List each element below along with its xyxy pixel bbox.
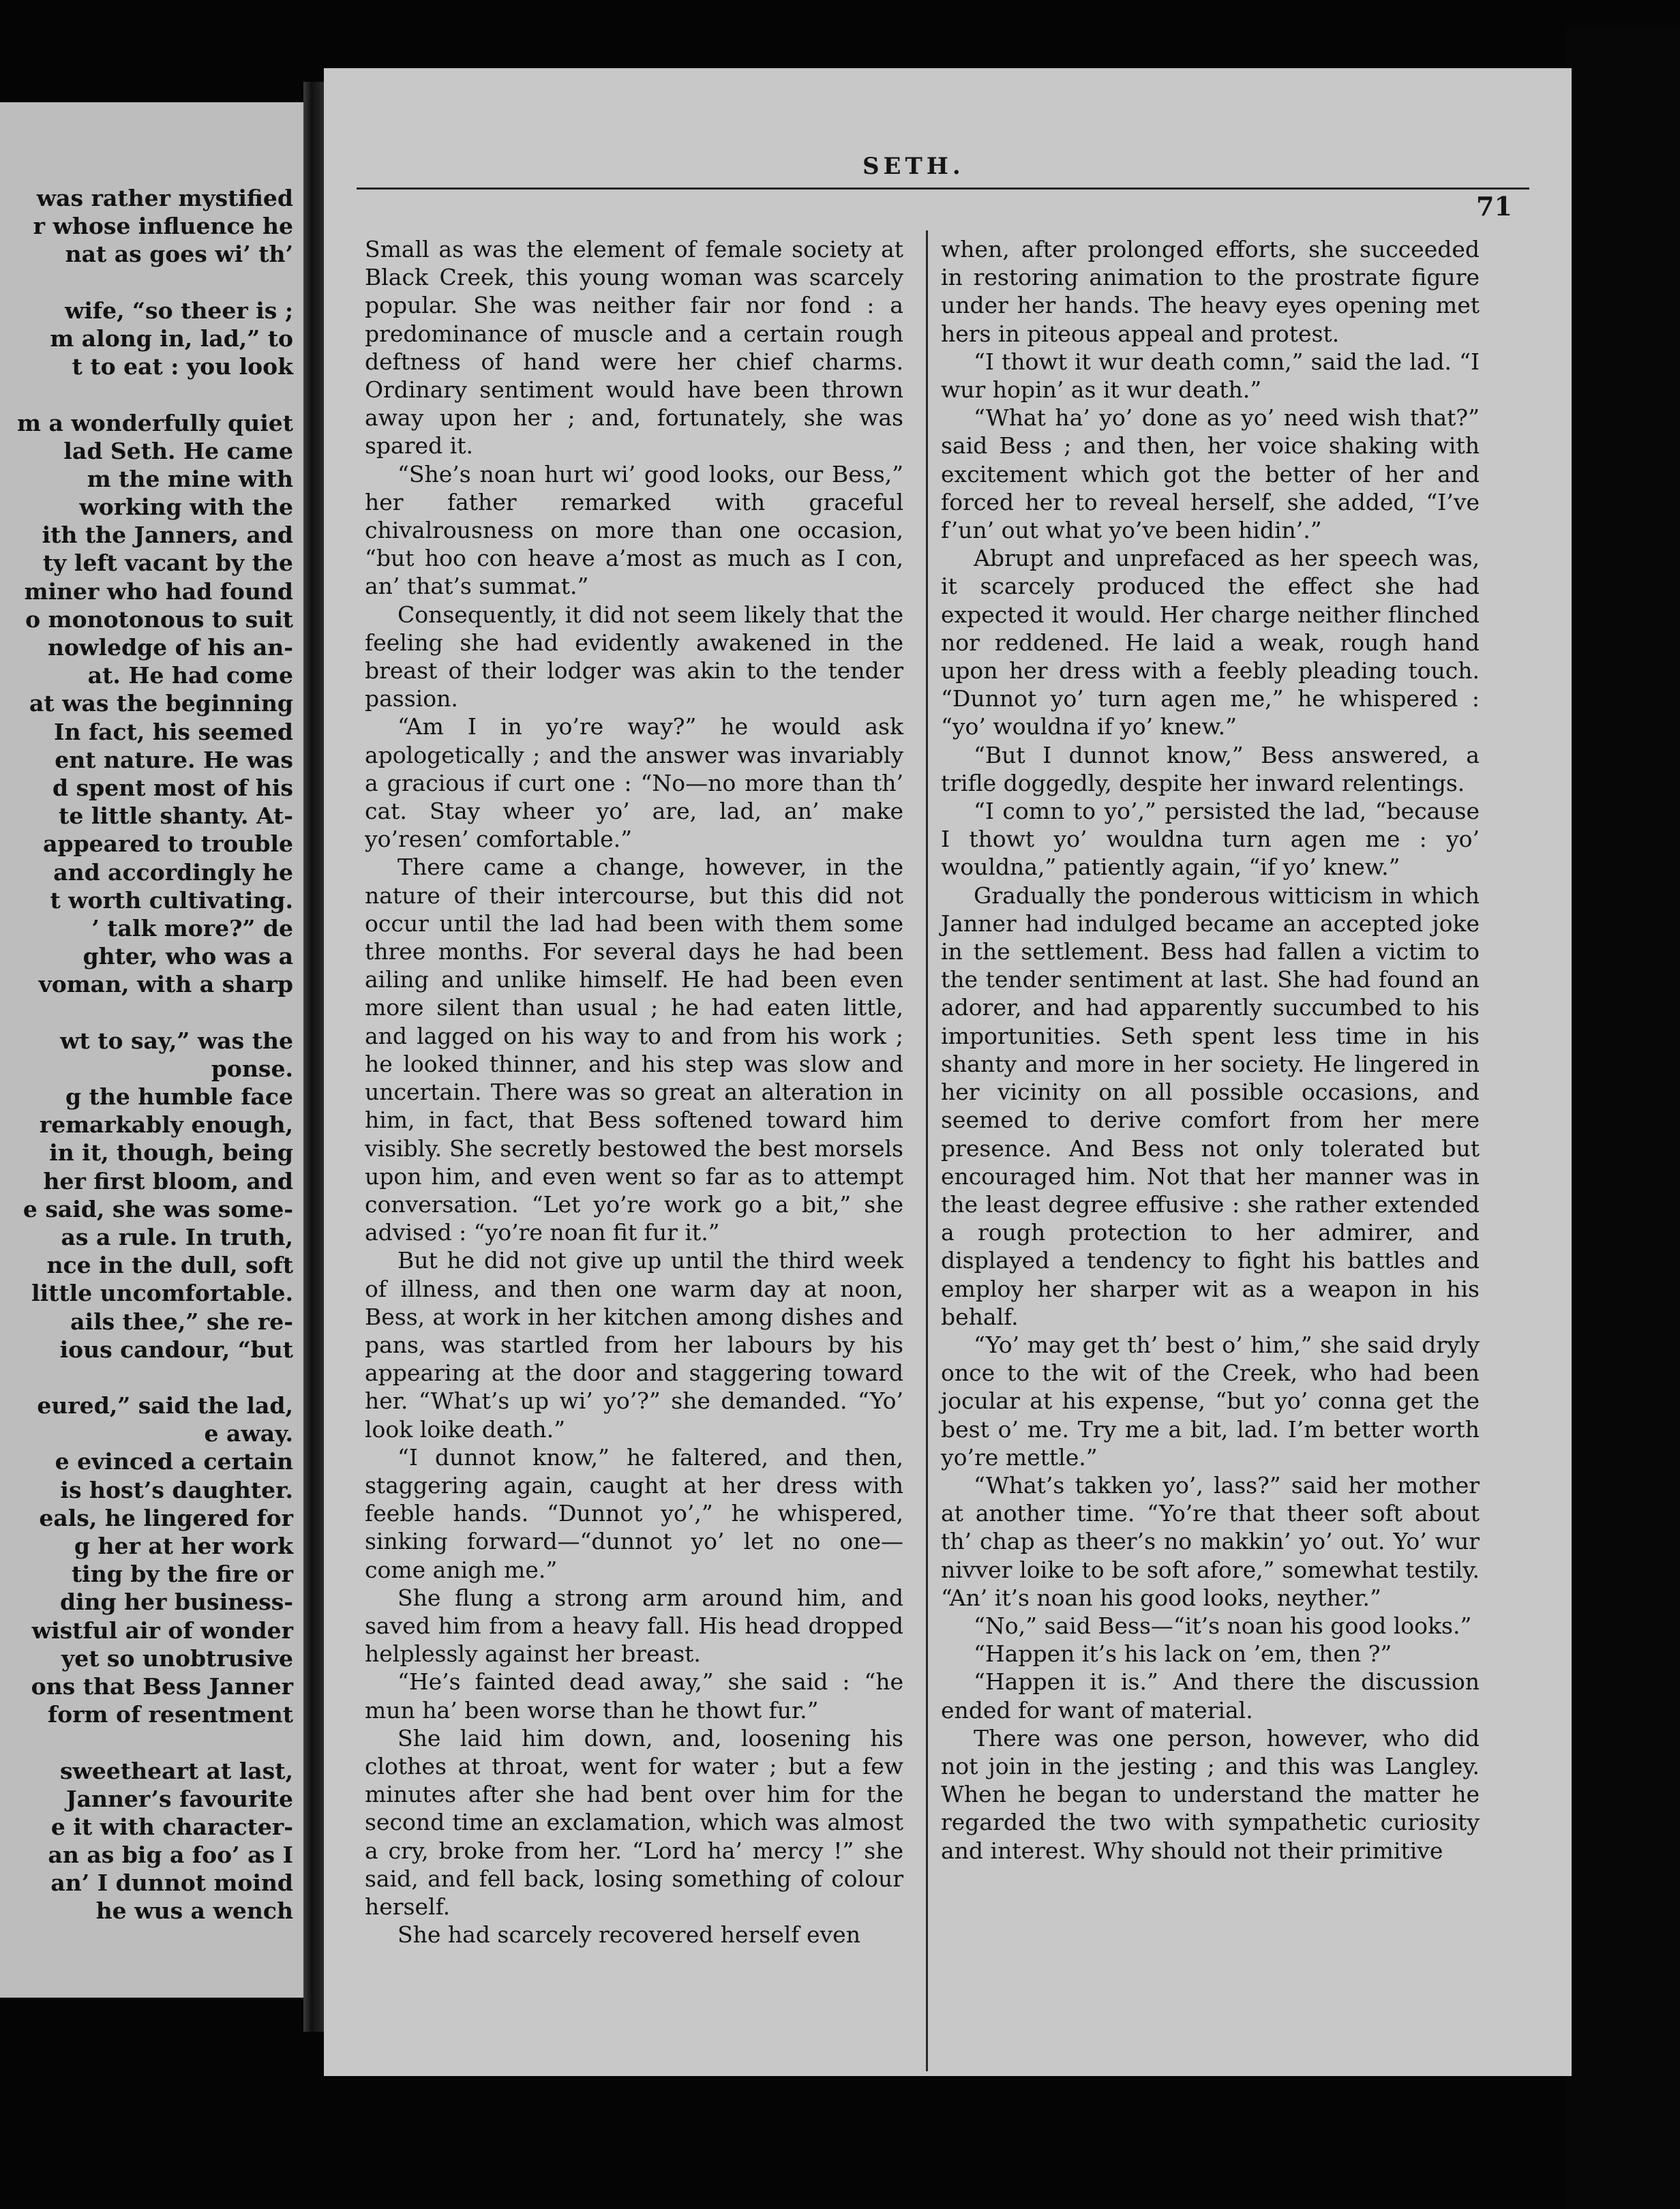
facing-page-line: lad Seth. He came [63,437,293,464]
facing-page-line: working with the [79,494,293,521]
facing-page-line: e said, she was some- [22,1195,293,1222]
facing-page-line: ails thee,” she re- [70,1308,293,1335]
book-gutter [303,82,324,2032]
paragraph: “I comn to yo’,” persisted the lad, “because I thowt yo’ wouldna turn agen me : yo’ wouldna,” patiently again, “if yo’ knew.” [941,798,1480,881]
facing-page-line: voman, with a sharp [38,971,293,998]
paragraph: “Am I in yo’re way?” he would ask apologetically ; and the answer was invariably a gracious if curt one : “No—no more than th’ cat. Stay wheer yo’ are, lad, an’ make yo’resen’ comfortable.” [365,713,903,853]
facing-page-line: wistful air of wonder [31,1617,293,1644]
facing-page-line [0,380,293,408]
paragraph: “What’s takken yo’, lass?” said her mother at another time. “Yo’re that theer soft about th’ chap as theer’s no makkin’ yo’ out. Yo’ wur nivver loike to be soft afore,” somewhat testily. “An’ it’s noan his good looks, neyther.” [941,1471,1480,1611]
facing-page-line: ghter, who was a [82,943,293,970]
facing-page-line: t worth cultivating. [50,886,293,914]
facing-page-line: an as big a foo’ as I [48,1842,293,1869]
paragraph: Gradually the ponderous witticism in which Janner had indulged became an accepted joke in the settlement. Bess had fallen a victim to the tender sentiment at last. She had found an adorer, and had apparently succumbed to his importunities. Seth spent less time in his shanty and more in her society. He lingered in her vicinity on all possible occasions, and seemed to derive comfort from her mere presence. And Bess not only tolerated but encouraged him. Not that her manner was in the least degree effusive : she rather extended a rough protection to her admirer, and displayed a tendency to fight his battles and employ her sharper wit as a weapon in his behalf. [941,882,1480,1330]
paragraph: There came a change, however, in the nature of their intercourse, but this did not occur until the lad had been with them some three months. For several days he had been ailing and unlike himself. He had been even more silent than usual ; he had eaten little, and lagged on his way to and from his work ; he looked thinner, and his step was slow and uncertain. There was so great an alteration in him, in fact, that Bess softened toward him visibly. She secretly bestowed the best morsels upon him, and even went so far as to attempt conversation. “Let yo’re work go a bit,” she advised : “yo’re noan fit fur it.” [365,854,903,1246]
facing-page-line: d spent most of his [52,774,293,801]
header-rule [357,187,1529,190]
facing-page-line: m the mine with [87,465,293,492]
facing-page-line: m along in, lad,” to [50,325,293,352]
paragraph: “But I dunnot know,” Bess answered, a trifle doggedly, despite her inward relentings. [941,741,1480,796]
facing-page-line: at. He had come [87,662,293,689]
facing-page-line: ty left vacant by the [42,550,293,577]
paragraph: But he did not give up until the third week of illness, and then one warm day at noon, Bess, at work in her kitchen among dishes and pans, was startled from her labours by his appearing at the door and staggering toward her. “What’s up wi’ yo’?” she demanded. “Yo’ look loike death.” [365,1247,903,1443]
paragraph: “I thowt it wur death comn,” said the lad. “I wur hopin’ as it wur death.” [941,348,1480,404]
paragraph: when, after prolonged efforts, she succeeded in restoring animation to the prostrate figure under her hands. The heavy eyes opening met hers in piteous appeal and protest. [941,236,1480,347]
facing-page-line: was rather mystified [36,185,293,211]
facing-page-line: wt to say,” was the [60,1027,293,1054]
facing-page-line [0,998,293,1026]
paragraph: “He’s fainted dead away,” she said : “he mun ha’ been worse than he thowt fur.” [365,1668,903,1724]
paragraph: “She’s noan hurt wi’ good looks, our Bess,” her father remarked with graceful chivalrousness on more than one occasion, “but hoo con heave a’most as much as I con, an’ that’s summat.” [365,460,903,600]
facing-page-line: he wus a wench [95,1897,293,1925]
paragraph: She laid him down, and, loosening his clothes at throat, went for water ; but a few minutes after she had bent over him for the second time an exclamation, which was almost a cry, broke from her. “Lord ha’ mercy !” she said, and fell back, losing something of colour herself. [365,1724,903,1920]
paragraph: She had scarcely recovered herself even [397,1921,860,1949]
running-head: SETH. [862,153,965,180]
facing-page-line: nowledge of his an- [48,634,293,661]
facing-page-line [0,269,293,297]
facing-page-line: as a rule. In truth, [61,1223,293,1250]
facing-page-line: yet so unobtrusive [61,1644,293,1672]
facing-page-line: e away. [204,1420,293,1447]
facing-page-line: e evinced a certain [55,1448,293,1475]
facing-page-line: ent nature. He was [55,746,293,773]
facing-page-fragment [0,102,303,1998]
facing-page-line: appeared to trouble [43,830,293,858]
book-page [324,68,1572,2076]
facing-page-line: ting by the fire or [71,1561,293,1588]
facing-page-line: e it with character- [50,1813,293,1840]
facing-page-line: ponse. [211,1055,293,1082]
paragraph: “No,” said Bess—“it’s noan his good looks.” [974,1612,1472,1639]
paragraph: Small as was the element of female society at Black Creek, this young woman was scarcely popular. She was neither fair nor fond : a predominance of muscle and a certain rough deftness of hand were her chief charms. Ordinary sentiment would have been thrown away upon her ; and, fortunately, she was spared it. [365,236,903,460]
facing-page-line: r whose influence he [33,213,293,240]
facing-page-line: eals, he lingered for [39,1504,293,1531]
facing-page-line: g her at her work [74,1533,293,1559]
facing-page-line: o monotonous to suit [25,605,293,633]
facing-page-line: t to eat : you look [72,353,293,380]
facing-page-line: ons that Bess Janner [31,1672,293,1700]
facing-page-line [0,1364,293,1392]
paragraph: “I dunnot know,” he faltered, and then, staggering again, caught at her dress with feeble hands. “Dunnot yo’,” he whispered, sinking forward—“dunnot yo’ let no one—come anigh me.” [365,1443,903,1583]
paragraph: “What ha’ yo’ done as yo’ need wish that?” said Bess ; and then, her voice shaking with excitement which got the better of her and forced her to reveal herself, she added, “I’ve f’un’ out what yo’ve been hidin’.” [941,404,1480,544]
facing-page-line: te little shanty. At- [59,802,293,830]
facing-page-line: g the humble face [65,1083,293,1110]
paragraph: She flung a strong arm around him, and saved him from a heavy fall. His head dropped helplessly against her breast. [365,1584,903,1668]
paragraph: “Happen it’s his lack on ’em, then ?” [974,1640,1392,1668]
facing-page-line: In fact, his seemed [54,718,293,745]
facing-page-line: her first bloom, and [43,1167,293,1194]
paragraph: “Happen it is.” And there the discussion ended for want of material. [941,1668,1480,1724]
facing-page-line: at was the beginning [29,690,293,717]
facing-page-line: an’ I dunnot moind [50,1869,293,1897]
text-column-right [941,235,1480,1865]
paragraph: Consequently, it did not seem likely that the feeling she had evidently awakened in the breast of their lodger was akin to the tender passion. [365,601,903,712]
page-number: 71 [1476,191,1512,222]
facing-page-line: little uncomfortable. [31,1280,293,1307]
facing-page-line: remarkably enough, [39,1111,293,1139]
text-column-left [365,235,903,1949]
paragraph: Abrupt and unprefaced as her speech was, it scarcely produced the effect she had expected it would. Her charge neither flinched nor reddened. He laid a weak, rough hand upon her dress with a feebly pleading touch. “Dunnot yo’ turn agen me,” he whispered : “yo’ wouldna if yo’ knew.” [941,545,1480,740]
facing-page-text [0,184,293,1925]
facing-page-line: in it, though, being [49,1139,293,1167]
facing-page-line: nce in the dull, soft [46,1252,293,1279]
paragraph: There was one person, however, who did not join in the jesting ; and this was Langley. When he began to understand the matter he regarded the two with sympathetic curiosity and interest. Why should not their primitive [941,1724,1480,1864]
facing-page-line: ious candour, “but [59,1336,293,1363]
facing-page-line: ith the Janners, and [42,522,293,549]
facing-page-line [0,1728,293,1756]
paragraph: “Yo’ may get th’ best o’ him,” she said dryly once to the wit of the Creek, who had been jocular at his expense, “but yo’ conna get the best o’ me. Try me a bit, lad. I’m better worth yo’re mettle.” [941,1331,1480,1471]
facing-page-line: Janner’s favourite [65,1785,293,1812]
facing-page-line: ding her business- [59,1589,293,1616]
facing-page-line: miner who had found [24,577,293,605]
column-rule [926,230,928,2071]
facing-page-line: is host’s daughter. [60,1476,293,1503]
scan-border [1565,27,1680,2209]
facing-page-line: and accordingly he [53,858,293,886]
facing-page-line: eured,” said the lad, [37,1392,293,1419]
facing-page-line: nat as goes wi’ th’ [65,241,293,268]
facing-page-line: wife, “so theer is ; [64,297,293,324]
facing-page-line: ’ talk more?” de [91,914,293,942]
facing-page-line: form of resentment [47,1701,293,1728]
facing-page-line: m a wonderfully quiet [17,409,293,436]
facing-page-line: sweetheart at last, [59,1757,293,1784]
